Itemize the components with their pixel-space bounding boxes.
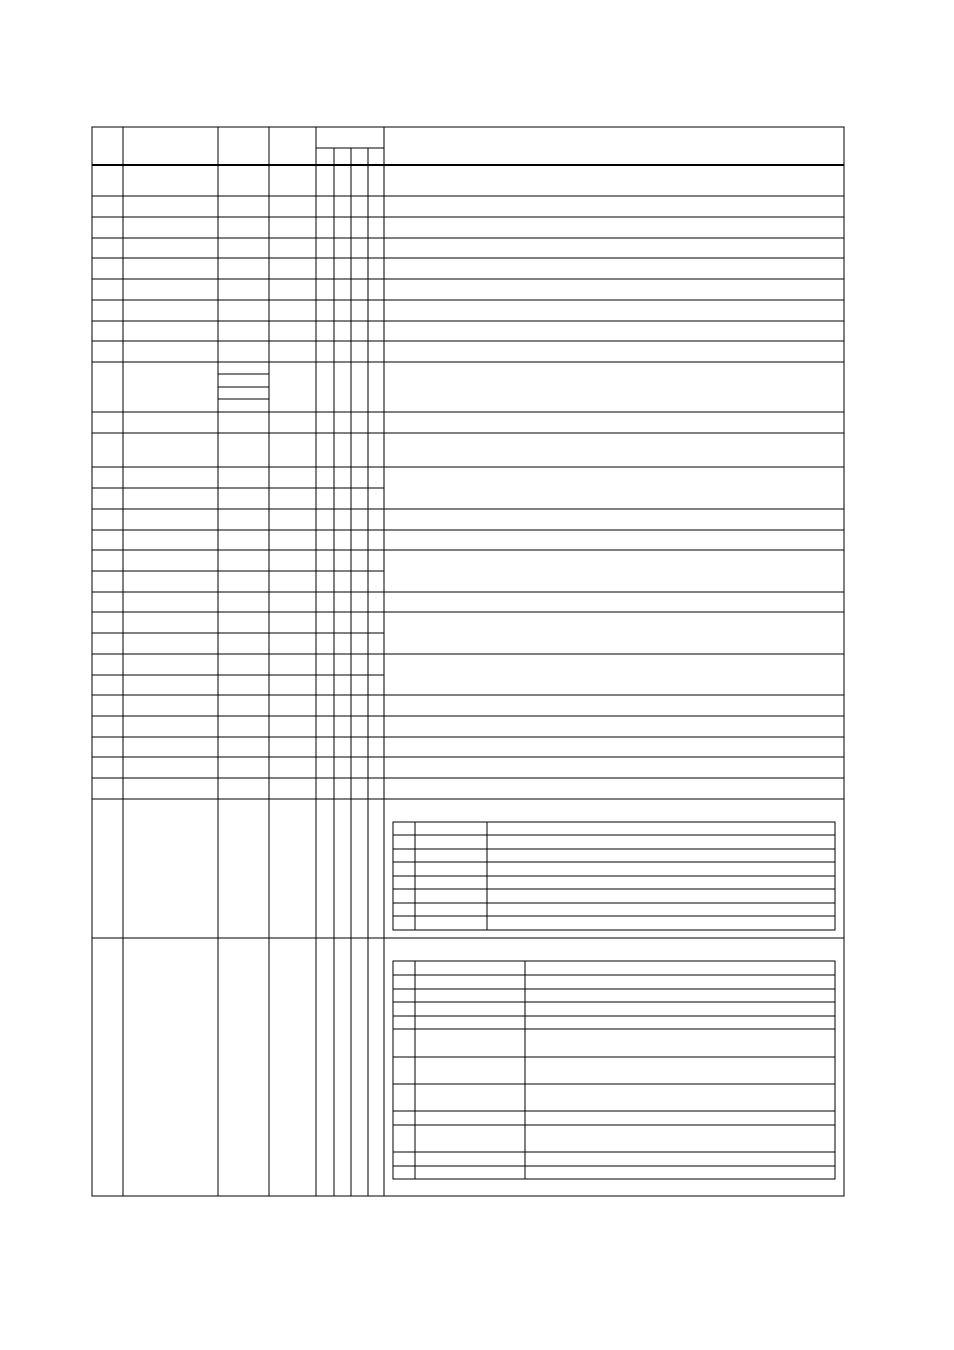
table-border: [92, 127, 844, 1196]
nested-table-1: [393, 822, 835, 930]
nested-table-2-border: [393, 961, 835, 1179]
nested-table-2: [393, 961, 835, 1179]
main-table: [92, 127, 844, 1196]
